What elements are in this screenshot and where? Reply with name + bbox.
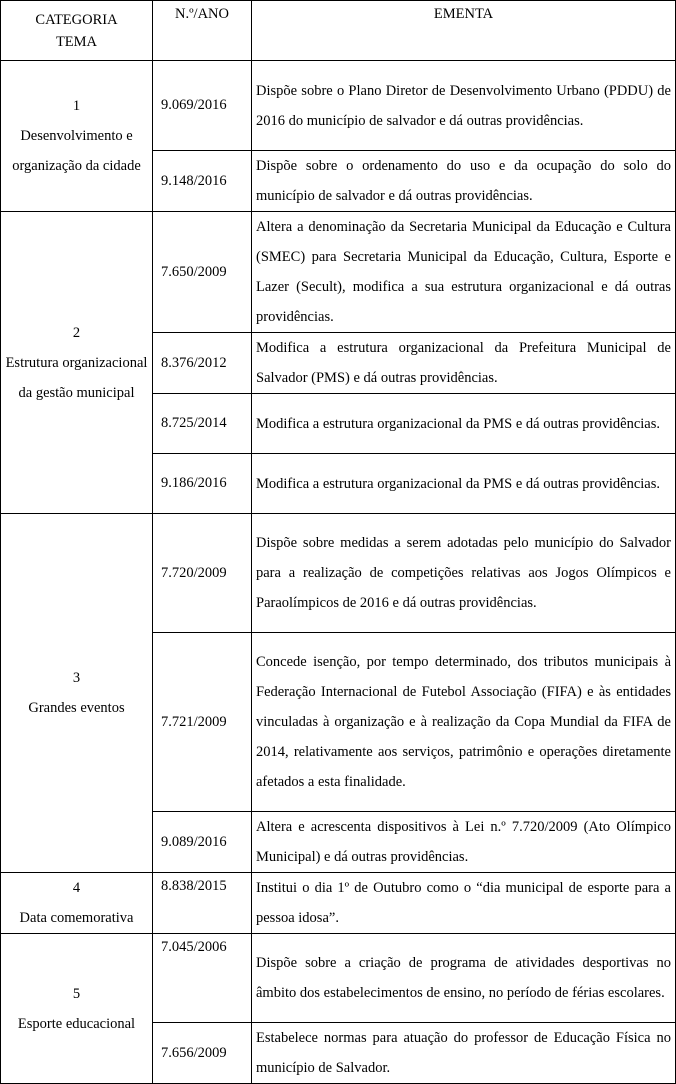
law-ementa: Dispõe sobre medidas a serem adotadas pelo município do Salvador para a realização de competições relativas aos Jogos Olímpicos e Paraolímpicos de 2016 e dá outras providências. bbox=[252, 514, 676, 633]
law-ementa: Dispõe sobre a criação de programa de atividades desportivas no âmbito dos estabelecimentos de ensino, no período de férias escolares. bbox=[252, 934, 676, 1023]
header-tema: TEMA bbox=[55, 33, 98, 50]
law-number: 7.720/2009 bbox=[153, 514, 252, 633]
law-ementa: Modifica a estrutura organizacional da PMS e dá outras providências. bbox=[252, 454, 676, 514]
header-row bbox=[1, 1, 676, 61]
header-categoria: CATEGORIA bbox=[35, 11, 118, 28]
law-number: 9.148/2016 bbox=[153, 151, 252, 212]
law-ementa: Altera e acrescenta dispositivos à Lei n.º 7.720/2009 (Ato Olímpico Municipal) e dá outras providências. bbox=[252, 812, 676, 873]
law-ementa: Dispõe sobre o ordenamento do uso e da ocupação do solo do município de salvador e dá outras providências. bbox=[252, 151, 676, 212]
category-cell bbox=[1, 514, 153, 873]
category-number: 2 bbox=[72, 324, 81, 341]
law-number: 8.838/2015 bbox=[153, 873, 252, 934]
category-title: Esporte educacional bbox=[17, 1015, 136, 1032]
category-cell bbox=[1, 934, 153, 1084]
table-row bbox=[1, 873, 676, 934]
category-number: 4 bbox=[72, 880, 81, 896]
law-number: 7.656/2009 bbox=[153, 1023, 252, 1084]
law-number: 7.650/2009 bbox=[153, 212, 252, 333]
law-number: 7.045/2006 bbox=[153, 934, 252, 1023]
law-number: 9.089/2016 bbox=[153, 812, 252, 873]
law-ementa: Concede isenção, por tempo determinado, dos tributos municipais à Federação Internacional de Futebol Associação (FIFA) e às entidades vinculadas à organização e à realização da Copa Mundial da FIFA de 2014, relativamente aos serviços, patrimônio e operações diretamente afetados a esta finalidade. bbox=[252, 633, 676, 812]
law-ementa: Institui o dia 1º de Outubro como o “dia municipal de esporte para a pessoa idosa”. bbox=[252, 873, 676, 934]
law-ementa: Modifica a estrutura organizacional da Prefeitura Municipal de Salvador (PMS) e dá outras providências. bbox=[252, 333, 676, 394]
category-title: Estrutura organizacional da gestão municipal bbox=[5, 354, 148, 401]
law-ementa: Altera a denominação da Secretaria Municipal da Educação e Cultura (SMEC) para Secretaria Municipal da Educação, Cultura, Esporte e Lazer (Secult), modifica a sua estrutura organizacional e dá outras providências. bbox=[252, 212, 676, 333]
header-ementa: EMENTA bbox=[252, 1, 676, 61]
header-categoria-tema bbox=[1, 1, 153, 61]
category-cell bbox=[1, 61, 153, 212]
category-number: 5 bbox=[72, 985, 81, 1002]
law-ementa: Dispõe sobre o Plano Diretor de Desenvolvimento Urbano (PDDU) de 2016 do município de salvador e dá outras providências. bbox=[252, 61, 676, 151]
law-ementa: Estabelece normas para atuação do professor de Educação Física no município de Salvador. bbox=[252, 1023, 676, 1084]
table-row bbox=[1, 212, 676, 333]
law-number: 8.376/2012 bbox=[153, 333, 252, 394]
header-numero-ano: N.º/ANO bbox=[153, 1, 252, 61]
category-title: Desenvolvimento e organização da cidade bbox=[12, 128, 141, 174]
table-row bbox=[1, 514, 676, 633]
law-number: 9.069/2016 bbox=[153, 61, 252, 151]
table-row bbox=[1, 934, 676, 1023]
law-number: 8.725/2014 bbox=[153, 394, 252, 454]
law-ementa: Modifica a estrutura organizacional da PMS e dá outras providências. bbox=[252, 394, 676, 454]
table-row bbox=[1, 61, 676, 151]
category-cell bbox=[1, 873, 153, 934]
category-title: Grandes eventos bbox=[28, 700, 125, 716]
law-number: 7.721/2009 bbox=[153, 633, 252, 812]
category-cell bbox=[1, 212, 153, 514]
law-number: 9.186/2016 bbox=[153, 454, 252, 514]
category-number: 1 bbox=[72, 98, 81, 114]
category-number: 3 bbox=[72, 670, 81, 686]
category-title: Data comemorativa bbox=[19, 910, 134, 926]
